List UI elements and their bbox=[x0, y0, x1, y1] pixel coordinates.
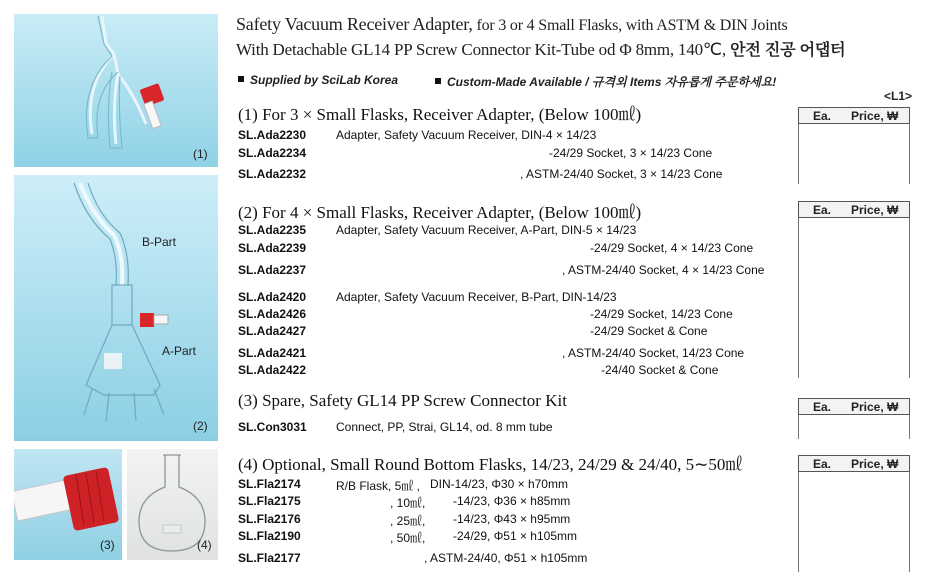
square-bullet-icon bbox=[435, 78, 441, 84]
item-code: SL.Fla2190 bbox=[238, 529, 301, 543]
notice-supplied: Supplied by SciLab Korea bbox=[238, 73, 398, 87]
item-code: SL.Ada2420 bbox=[238, 290, 307, 304]
item-code: SL.Ada2239 bbox=[238, 241, 307, 255]
photo-round-bottom-flask bbox=[127, 449, 218, 560]
section-2-heading: (2) For 4 × Small Flasks, Receiver Adapter, (Below 100㎖) bbox=[238, 203, 642, 222]
item-desc: , ASTM-24/40 Socket, 3 × 14/23 Cone bbox=[520, 167, 723, 181]
item-code: SL.Fla2176 bbox=[238, 512, 301, 526]
item-desc: Adapter, Safety Vacuum Receiver, B-Part, DIN-14/23 bbox=[336, 290, 617, 304]
adapter-4-illustration bbox=[14, 175, 218, 441]
photo-screw-connector bbox=[14, 449, 122, 560]
section-3-heading: (3) Spare, Safety GL14 PP Screw Connector Kit bbox=[238, 391, 567, 410]
item-desc-b: -14/23, Φ43 × h95mm bbox=[453, 512, 571, 526]
item-code: SL.Ada2235 bbox=[238, 223, 307, 237]
b-part-label: B-Part bbox=[142, 235, 177, 249]
a-part-label: A-Part bbox=[162, 344, 197, 358]
price-box-4 bbox=[798, 472, 910, 572]
price-box-3 bbox=[798, 415, 910, 439]
price-header-2: Ea. Price, ₩ bbox=[798, 201, 910, 218]
photo-4-flask-adapter bbox=[14, 175, 218, 441]
item-code: SL.Ada2230 bbox=[238, 128, 307, 142]
item-code: SL.Ada2427 bbox=[238, 324, 307, 338]
item-desc-b: -14/23, Φ36 × h85mm bbox=[453, 494, 571, 508]
item-desc-a: , 50㎖, bbox=[390, 531, 426, 545]
title-rest: for 3 or 4 Small Flasks, with ASTM & DIN Joints bbox=[472, 17, 788, 34]
notice-custom: Custom-Made Available / 규격외 Items 자유롭게 주문하세요! bbox=[435, 73, 776, 90]
item-code: SL.Fla2174 bbox=[238, 477, 301, 491]
photo-3-label: (3) bbox=[100, 538, 115, 552]
item-desc: -24/29 Socket, 3 × 14/23 Cone bbox=[549, 146, 713, 160]
item-desc-a: R/B Flask, 5㎖ , bbox=[336, 479, 421, 493]
section-1-heading: (1) For 3 × Small Flasks, Receiver Adapter, (Below 100㎖) bbox=[238, 105, 642, 124]
item-desc-a: , 10㎖, bbox=[390, 496, 426, 510]
price-box-1 bbox=[798, 124, 910, 184]
adapter-3-illustration bbox=[14, 14, 218, 167]
price-header-3: Ea. Price, ₩ bbox=[798, 398, 910, 415]
photo-3-flask-adapter bbox=[14, 14, 218, 167]
title-korean: 안전 진공 어댑터 bbox=[725, 42, 846, 59]
section-4-heading: (4) Optional, Small Round Bottom Flasks, 14/23, 24/29 & 24/40, 5∼50㎖ bbox=[238, 455, 743, 474]
item-desc: -24/29 Socket, 4 × 14/23 Cone bbox=[590, 241, 754, 255]
item-desc: -24/29 Socket, 14/23 Cone bbox=[590, 307, 733, 321]
item-code: SL.Ada2422 bbox=[238, 363, 307, 377]
item-code: SL.Ada2234 bbox=[238, 146, 307, 160]
page-label: <L1> bbox=[884, 89, 913, 103]
item-desc-b: -24/29, Φ51 × h105mm bbox=[453, 529, 577, 543]
title-main: Safety Vacuum Receiver Adapter, bbox=[236, 14, 473, 34]
item-desc-a: , 25㎖, bbox=[390, 514, 426, 528]
item-desc: -24/29 Socket & Cone bbox=[590, 324, 708, 338]
price-header-1: Ea. Price, ₩ bbox=[798, 107, 910, 124]
page-title-line1 bbox=[236, 14, 788, 35]
price-header-4: Ea. Price, ₩ bbox=[798, 455, 910, 472]
item-code: SL.Fla2177 bbox=[238, 551, 301, 565]
item-desc: Connect, PP, Strai, GL14, od. 8 mm tube bbox=[336, 420, 553, 434]
photo-2-label: (2) bbox=[193, 419, 208, 433]
item-desc-b: DIN-14/23, Φ30 × h70mm bbox=[430, 477, 568, 491]
item-desc: Adapter, Safety Vacuum Receiver, DIN-4 × 14/23 bbox=[336, 128, 597, 142]
price-box-2 bbox=[798, 218, 910, 378]
item-code: SL.Ada2426 bbox=[238, 307, 307, 321]
item-code: SL.Ada2232 bbox=[238, 167, 307, 181]
title-line2-main: With Detachable GL14 PP Screw Connector Kit-Tube od Φ 8mm, 140℃, bbox=[236, 40, 726, 59]
item-desc: , ASTM-24/40 Socket, 14/23 Cone bbox=[562, 346, 745, 360]
square-bullet-icon bbox=[238, 76, 244, 82]
item-code: SL.Ada2421 bbox=[238, 346, 307, 360]
item-code: SL.Ada2237 bbox=[238, 263, 307, 277]
item-desc-b: , ASTM-24/40, Φ51 × h105mm bbox=[424, 551, 588, 565]
photo-1-label: (1) bbox=[193, 147, 208, 161]
item-desc: , ASTM-24/40 Socket, 4 × 14/23 Cone bbox=[562, 263, 765, 277]
photo-4-label: (4) bbox=[197, 538, 212, 552]
item-desc: -24/40 Socket & Cone bbox=[601, 363, 719, 377]
item-desc: Adapter, Safety Vacuum Receiver, A-Part, DIN-5 × 14/23 bbox=[336, 223, 637, 237]
page-title-line2 bbox=[236, 37, 845, 60]
item-code: SL.Fla2175 bbox=[238, 494, 301, 508]
item-code: SL.Con3031 bbox=[238, 420, 307, 434]
